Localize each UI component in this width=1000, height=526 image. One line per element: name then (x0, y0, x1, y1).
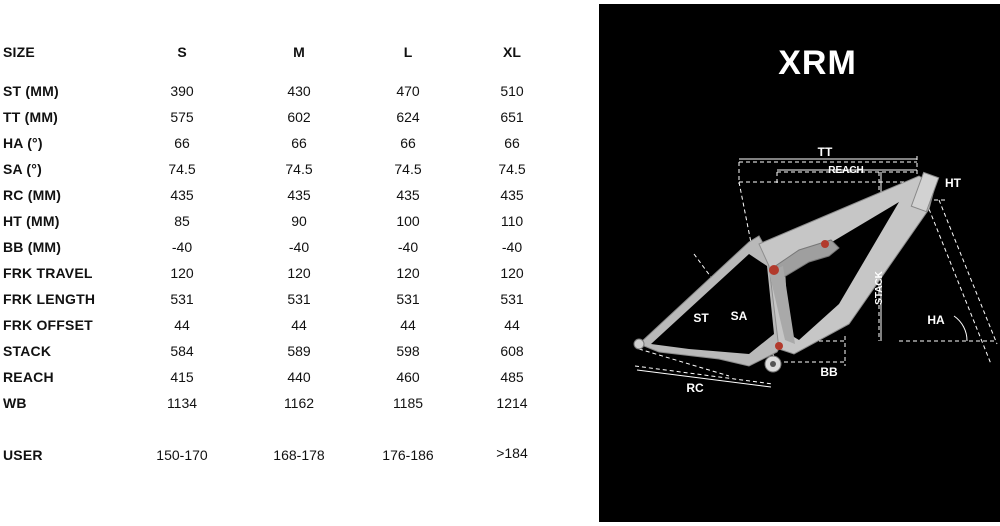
table-row (0, 213, 600, 235)
table-cell: 415 (170, 369, 194, 385)
geometry-diagram-panel (599, 4, 1000, 522)
table-cell: 485 (500, 369, 524, 385)
row-label: SA (°) (3, 161, 42, 177)
label-ha: HA (927, 313, 945, 327)
size-s-header: S (177, 44, 187, 60)
table-cell: 74.5 (394, 161, 422, 177)
table-row (0, 317, 600, 339)
table-cell: 390 (170, 83, 194, 99)
table-cell: 66 (174, 135, 190, 151)
table-row (0, 369, 600, 391)
table-cell: 430 (287, 83, 311, 99)
table-cell: 531 (170, 291, 194, 307)
table-cell: 66 (400, 135, 416, 151)
label-rc: RC (686, 381, 704, 395)
table-cell: -40 (501, 239, 523, 255)
user-range-m: 168-178 (273, 447, 325, 463)
row-label: HT (MM) (3, 213, 60, 229)
row-label: RC (MM) (3, 187, 62, 203)
size-header-label: SIZE (3, 44, 35, 60)
row-label: FRK TRAVEL (3, 265, 93, 281)
table-cell: 66 (291, 135, 307, 151)
bike-frame-diagram (599, 4, 1000, 522)
user-range-xl: >184 (496, 445, 528, 461)
table-cell: 510 (500, 83, 524, 99)
table-cell: 44 (400, 317, 416, 333)
row-label: HA (°) (3, 135, 43, 151)
row-label: REACH (3, 369, 54, 385)
user-row (0, 447, 600, 469)
row-label: FRK LENGTH (3, 291, 96, 307)
table-cell: 74.5 (168, 161, 196, 177)
table-cell: 440 (287, 369, 311, 385)
table-cell: 44 (504, 317, 520, 333)
user-range-s: 150-170 (156, 447, 208, 463)
table-cell: 74.5 (285, 161, 313, 177)
table-header-row (0, 44, 600, 66)
table-row (0, 291, 600, 313)
table-row (0, 265, 600, 287)
table-cell: 120 (170, 265, 194, 281)
table-cell: 100 (396, 213, 420, 229)
row-label: TT (MM) (3, 109, 59, 125)
table-cell: 435 (396, 187, 420, 203)
row-label: STACK (3, 343, 52, 359)
model-title: XRM (778, 44, 857, 82)
table-row (0, 395, 600, 417)
table-row (0, 343, 600, 365)
table-cell: 624 (396, 109, 420, 125)
table-cell: 120 (500, 265, 524, 281)
table-cell: 85 (174, 213, 190, 229)
table-row (0, 83, 600, 105)
table-cell: 74.5 (498, 161, 526, 177)
row-label: BB (MM) (3, 239, 62, 255)
table-cell: 589 (287, 343, 311, 359)
pivot-accent (769, 265, 779, 275)
label-tt: TT (817, 145, 833, 159)
table-row (0, 109, 600, 131)
size-m-header: M (293, 44, 305, 60)
size-l-header: L (403, 44, 413, 60)
table-cell: 120 (287, 265, 311, 281)
table-cell: 1162 (283, 395, 315, 411)
table-cell: 435 (170, 187, 194, 203)
table-cell: 1134 (166, 395, 198, 411)
table-cell: 531 (287, 291, 311, 307)
table-cell: 435 (287, 187, 311, 203)
table-cell: 44 (174, 317, 190, 333)
table-cell: 651 (500, 109, 524, 125)
table-cell: 66 (504, 135, 520, 151)
table-cell: 470 (396, 83, 420, 99)
table-cell: 120 (396, 265, 420, 281)
label-stack: STACK (874, 271, 885, 305)
table-cell: 531 (396, 291, 420, 307)
table-cell: 110 (500, 213, 524, 229)
table-cell: -40 (171, 239, 193, 255)
table-cell: 598 (396, 343, 420, 359)
table-row (0, 187, 600, 209)
table-cell: 1185 (392, 395, 424, 411)
table-cell: 460 (396, 369, 420, 385)
label-bb: BB (820, 365, 838, 379)
size-xl-header: XL (503, 44, 521, 60)
label-ht: HT (945, 176, 961, 190)
label-reach: REACH (828, 165, 864, 176)
table-cell: 90 (291, 213, 307, 229)
user-row-label: USER (3, 447, 43, 463)
table-row (0, 161, 600, 183)
table-cell: 575 (170, 109, 194, 125)
table-cell: -40 (397, 239, 419, 255)
label-st: ST (693, 311, 709, 325)
table-cell: 608 (500, 343, 524, 359)
row-label: WB (3, 395, 27, 411)
table-cell: 435 (500, 187, 524, 203)
label-sa: SA (730, 309, 748, 323)
table-cell: 1214 (496, 395, 528, 411)
user-range-l: 176-186 (382, 447, 434, 463)
table-cell: -40 (288, 239, 310, 255)
bike-frame-illustration (634, 172, 939, 372)
table-row (0, 135, 600, 157)
table-row (0, 239, 600, 261)
row-label: FRK OFFSET (3, 317, 93, 333)
table-cell: 602 (287, 109, 311, 125)
table-cell: 44 (291, 317, 307, 333)
row-label: ST (MM) (3, 83, 59, 99)
table-cell: 584 (170, 343, 194, 359)
table-cell: 531 (500, 291, 524, 307)
